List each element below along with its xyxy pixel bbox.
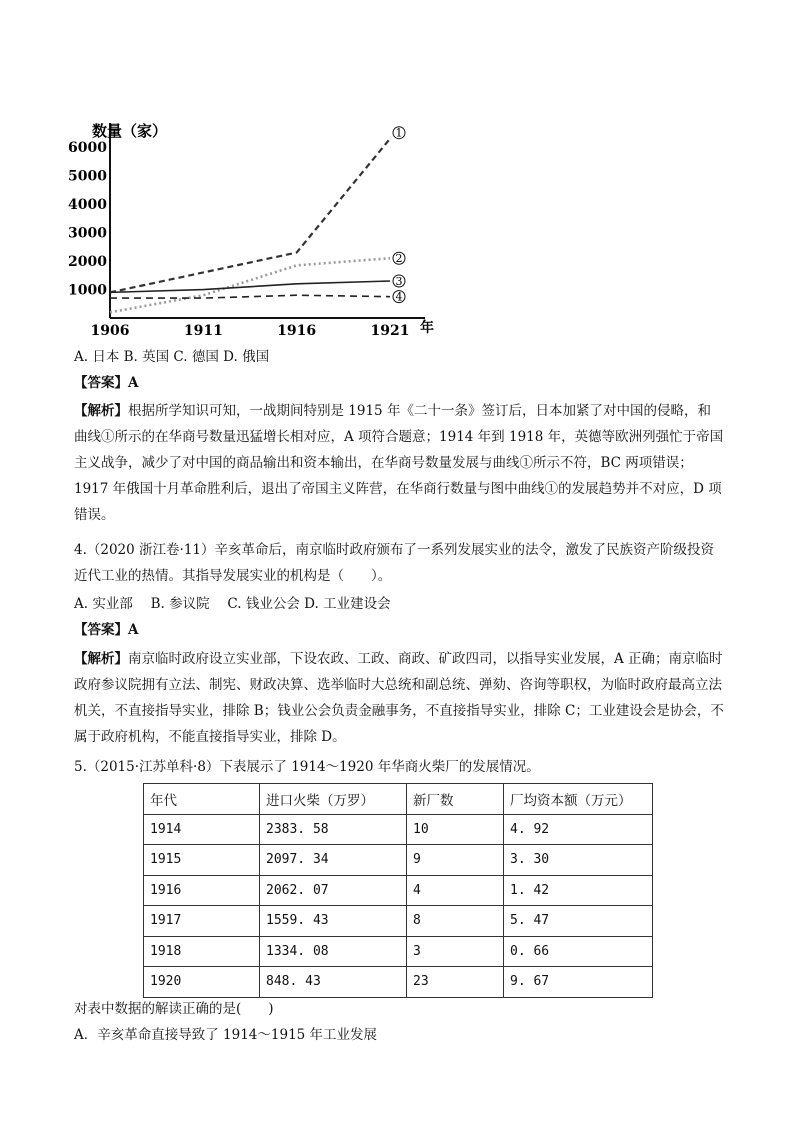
y-tick-label: 6000: [68, 140, 107, 157]
x-tick-label: 1911: [183, 323, 223, 339]
table-cell: 4. 92: [504, 814, 653, 845]
table-row: [144, 845, 653, 876]
table-header-row: [144, 784, 653, 815]
q3-analysis-tag: 【解析】: [74, 403, 128, 419]
q4-analysis-tag: 【解析】: [74, 651, 128, 667]
table-cell: 1920: [144, 967, 260, 998]
table-cell: 9. 67: [504, 967, 653, 998]
y-tick-label: 5000: [68, 168, 107, 185]
table-cell: 1. 42: [504, 875, 653, 906]
table-cell: 3: [407, 936, 504, 967]
series-label-3: 3: [395, 275, 403, 288]
q4-answer: 【答案】A: [74, 622, 139, 638]
q5-option-a: A．辛亥革命直接导致了 1914～1915 年工业发展: [74, 1027, 378, 1043]
y-tick-label: 1000: [68, 282, 107, 299]
series-line-2: [110, 258, 390, 312]
x-tick-label: 1906: [90, 323, 130, 339]
x-axis-unit: 年: [420, 320, 434, 336]
table-row: [144, 814, 653, 845]
table-cell: 1334. 08: [260, 936, 407, 967]
table-row: [144, 875, 653, 906]
series-label-1: 1: [395, 126, 403, 140]
table-cell: 3. 30: [504, 845, 653, 876]
q3-analysis: [74, 398, 724, 528]
series-label-2: 2: [395, 252, 403, 266]
y-axis-label: 数量（家）: [92, 122, 168, 140]
x-tick-label: 1921: [370, 323, 410, 339]
series-label-4: 4: [395, 290, 403, 304]
table-cell: 1918: [144, 936, 260, 967]
table-cell: 9: [407, 845, 504, 876]
table-cell: 8: [407, 906, 504, 937]
y-tick-label: 2000: [68, 254, 107, 271]
q4-analysis-text: 南京临时政府设立实业部，下设农政、工政、商政、矿政四司，以指导实业发展，A 正确；南京临时政府参议院拥有立法、制宪、财政决算、选举临时大总统和副总统、弹劾、咨询等职权，为临时政府最高立法机关，不直接指导实业，排除 B；钱业公会负责金融事务，不直接指导实业，排除 C；工业建设会是协会，不属于政府机构，不能直接指导实业，排除 D。: [74, 651, 724, 745]
q3-answer: 【答案】A: [74, 375, 139, 391]
table-header-cell: 进口火柴（万罗）: [260, 784, 407, 815]
table-row: [144, 936, 653, 967]
table-row: [144, 967, 653, 998]
x-tick-label: 1916: [277, 323, 317, 339]
table-cell: 1559. 43: [260, 906, 407, 937]
table-cell: 2097. 34: [260, 845, 407, 876]
table-header-cell: 新厂数: [407, 784, 504, 815]
q5-stem: 5.（2015·江苏单科·8）下表展示了 1914～1920 年华商火柴厂的发展情况。: [74, 759, 540, 775]
table-header-cell: 厂均资本额（万元）: [504, 784, 653, 815]
q4-options: A. 实业部 B. 参议院 C. 钱业公会 D. 工业建设会: [74, 596, 391, 612]
q3-options: A. 日本 B. 英国 C. 德国 D. 俄国: [74, 349, 270, 365]
table-cell: 1915: [144, 845, 260, 876]
table-cell: 848. 43: [260, 967, 407, 998]
q4-stem: 4.（2020 浙江卷·11）辛亥革命后，南京临时政府颁布了一系列发展实业的法令，激发了民族资产阶级投资近代工业的热情。其指导发展实业的机构是（ ）。: [74, 542, 714, 584]
table-cell: 1914: [144, 814, 260, 845]
q3-analysis-text: 根据所学知识可知，一战期间特别是 1915 年《二十一条》签订后，日本加紧了对中国的侵略，和曲线①所示的在华商号数量迅猛增长相对应，A 项符合题意；1914 年到 1918 年，英德等欧洲列强忙于帝国主义战争，减少了对中国的商品输出和资本输出，在华商号数量发展与曲线①所示不符，BC 两项错误；1917 年俄国十月革命胜利后，退出了帝国主义阵营，在华商行数量与图中曲线①的发展趋势并不对应，D 项错误。: [74, 403, 724, 523]
table-cell: 1917: [144, 906, 260, 937]
table-row: [144, 906, 653, 937]
table-cell: 2383. 58: [260, 814, 407, 845]
q5-question: 对表中数据的解读正确的是( ): [74, 1001, 274, 1017]
series-line-1: [110, 139, 390, 293]
table-header-cell: 年代: [144, 784, 260, 815]
table-cell: 10: [407, 814, 504, 845]
q4-analysis: [74, 646, 724, 750]
table-cell: 4: [407, 875, 504, 906]
y-tick-label: 3000: [68, 225, 107, 242]
series-line-4: [110, 295, 390, 298]
table-cell: 0. 66: [504, 936, 653, 967]
line-chart: [68, 118, 440, 348]
q5-table: [143, 783, 653, 998]
y-tick-label: 4000: [68, 197, 107, 214]
table-cell: 1916: [144, 875, 260, 906]
table-cell: 5. 47: [504, 906, 653, 937]
table-cell: 23: [407, 967, 504, 998]
table-cell: 2062. 07: [260, 875, 407, 906]
